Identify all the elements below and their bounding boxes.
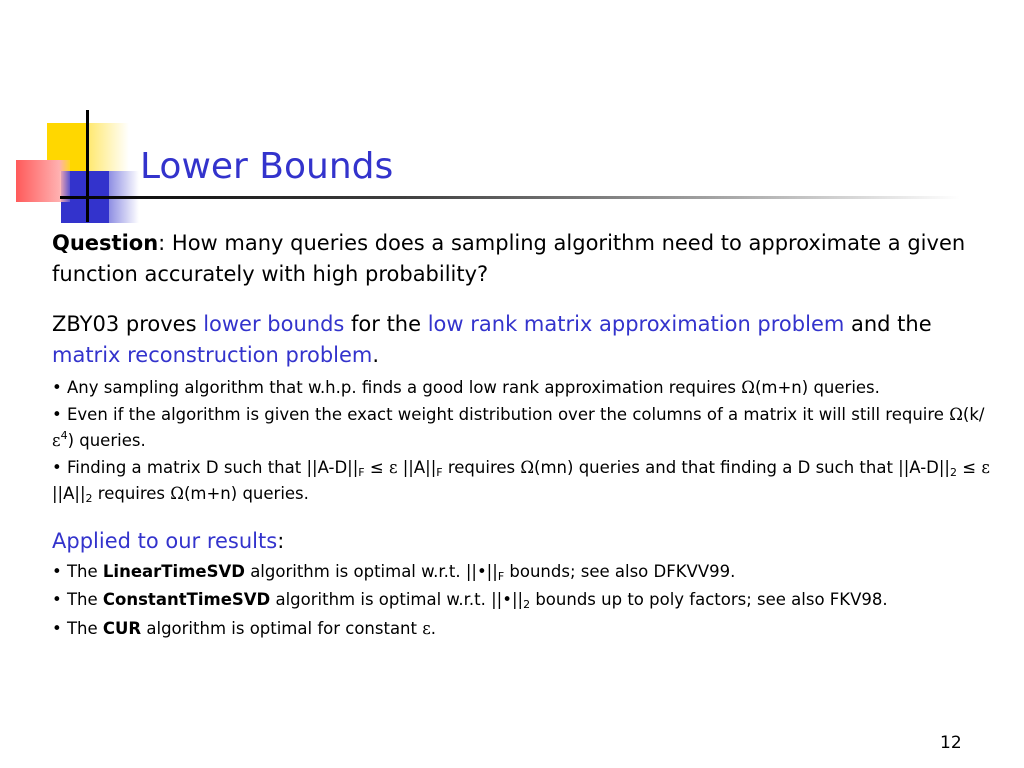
bullet-text: ||A||: [52, 484, 86, 503]
omega-symbol: Ω: [520, 457, 535, 477]
decor-vertical-line: [86, 110, 89, 222]
slide-title: Lower Bounds: [140, 146, 394, 187]
bullet-constant-time-svd: [52, 587, 997, 614]
zby-paragraph: [52, 309, 997, 371]
question-label: Question: [52, 231, 159, 255]
omega-symbol: Ω: [170, 484, 184, 503]
bullet-text: ||A||: [397, 457, 437, 477]
zby-text: for the: [344, 312, 428, 336]
page-number: 12: [940, 733, 962, 753]
bullet-text: queries.: [237, 484, 309, 503]
bullet-text: ≤: [364, 457, 389, 477]
bullet-text: (m+n): [183, 484, 238, 503]
epsilon-symbol: ε: [981, 457, 990, 477]
bullet-text: requires: [442, 457, 521, 477]
decor-yellow-gradient: [89, 123, 129, 171]
bullet-finding-matrix: [52, 455, 997, 508]
matrix-reconstruction-link[interactable]: matrix reconstruction problem: [52, 343, 373, 367]
subscript: F: [358, 465, 365, 479]
bullet-text: algorithm is optimal for constant: [141, 618, 423, 638]
bullet-text: • Any sampling algorithm that w.h.p. finds a good low rank approximation requires: [52, 378, 742, 397]
bullet-text: • Finding a matrix D such that ||A-D||: [52, 457, 359, 477]
bullet-text: queries and that finding a D such that ||A-D||: [573, 457, 950, 477]
bullet-text: • The: [52, 561, 103, 581]
low-rank-approx-link[interactable]: low rank matrix approximation problem: [427, 312, 845, 336]
bullet-text: algorithm is optimal w.r.t. ||•||: [244, 561, 498, 581]
epsilon-symbol: ε: [422, 618, 431, 638]
bullet-text: • The: [52, 618, 103, 638]
question-text: : How many queries does a sampling algorithm need to approximate a given function accurately with high probability?: [52, 231, 966, 286]
zby-text: and the: [844, 312, 932, 336]
title-underline: [60, 196, 960, 199]
omega-symbol: Ω: [741, 378, 755, 397]
bullet-text: (k/: [962, 404, 985, 424]
omega-symbol: Ω: [949, 404, 963, 424]
subscript: 2: [523, 598, 531, 611]
bullet-cur: [52, 616, 997, 643]
applied-results-link[interactable]: Applied to our results: [52, 528, 278, 553]
bullet-text: algorithm is optimal w.r.t. ||•||: [270, 590, 524, 609]
algorithm-name: ConstantTimeSVD: [102, 590, 271, 609]
bullet-weight-distribution: [52, 402, 997, 455]
superscript: 4: [60, 429, 68, 442]
bullet-text: ≤: [956, 457, 982, 477]
bullet-text: bounds; see also DFKVV99.: [504, 561, 736, 581]
applied-colon: :: [277, 528, 285, 553]
epsilon-symbol: ε: [52, 431, 61, 450]
bullet-text: .: [430, 618, 437, 638]
bullet-sampling-requirement: [52, 375, 997, 402]
subscript: 2: [949, 465, 957, 479]
subscript: 2: [85, 492, 93, 505]
lower-bounds-link[interactable]: lower bounds: [203, 312, 345, 336]
bullet-text: bounds up to poly factors; see also FKV98.: [530, 590, 888, 609]
epsilon-symbol: ε: [388, 457, 398, 477]
zby-text: ZBY03 proves: [52, 312, 204, 336]
bullet-text: requires: [92, 484, 171, 503]
bullet-text: ): [67, 431, 74, 450]
applied-heading: [52, 526, 997, 557]
bullet-text: • The: [52, 590, 103, 609]
bullet-text: queries.: [74, 431, 146, 450]
bullet-text: queries.: [808, 378, 880, 397]
algorithm-name: CUR: [102, 618, 142, 638]
algorithm-name: LinearTimeSVD: [102, 561, 245, 581]
bullet-text: (mn): [534, 457, 574, 477]
bullet-text: • Even if the algorithm is given the exact weight distribution over the columns of a matrix it will still require: [52, 404, 950, 424]
question-paragraph: [52, 228, 997, 290]
slide-body: [52, 228, 997, 642]
bullet-linear-time-svd: [52, 559, 997, 586]
zby-text: .: [372, 343, 380, 367]
subscript: F: [497, 569, 505, 583]
bullet-text: (m+n): [754, 378, 809, 397]
subscript: F: [436, 465, 443, 479]
